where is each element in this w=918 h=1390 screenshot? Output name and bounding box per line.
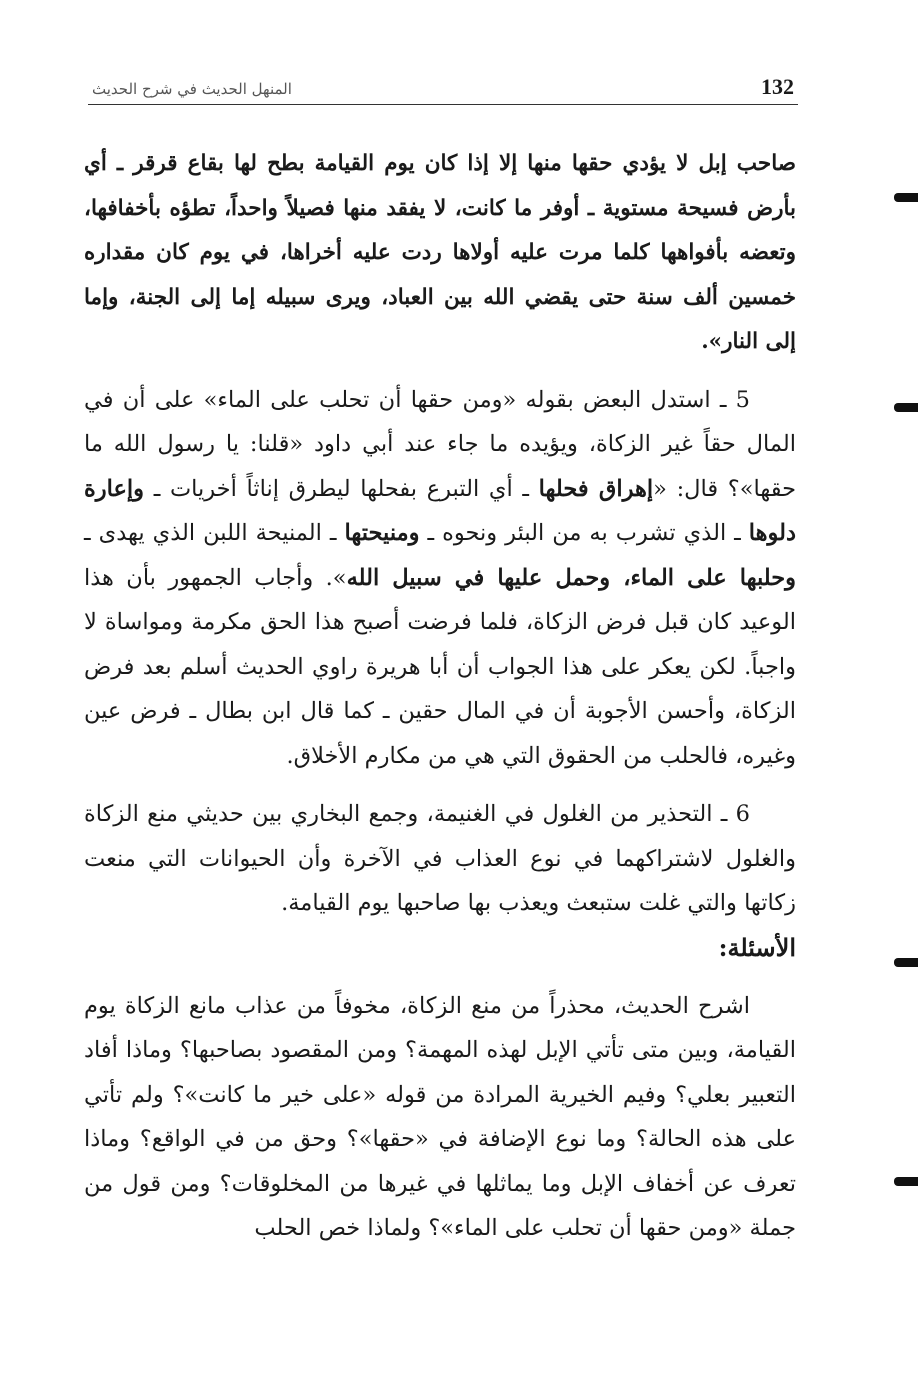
page-header bbox=[88, 70, 798, 105]
running-title: المنهل الحديث في شرح الحديث bbox=[92, 80, 292, 98]
scan-edge-mark bbox=[894, 193, 918, 202]
questions-paragraph: اشرح الحديث، محذراً من منع الزكاة، مخوفاً من عذاب مانع الزكاة يوم القيامة، وبين متى تأتي الإبل لهذه المهمة؟ ومن المقصود بصاحبها؟ وماذا أفاد التعبير بعلي؟ وفيم الخيرية المرادة من قوله «على خير ما كانت»؟ ولم تأتي على هذه الحالة؟ وما نوع الإضافة في «حقها»؟ وحق من في الواقع؟ وماذا تعرف عن أخفاف الإبل وما يماثلها في غيرها من المخلوقات؟ ومن قول من جملة «ومن حقها أن تحلب على الماء»؟ ولماذا خص الحلب bbox=[84, 992, 796, 1241]
questions-heading: الأسئلة: bbox=[718, 932, 796, 962]
page-body bbox=[84, 142, 796, 1251]
point-5-bold-phrase: وإعارة دلوها bbox=[84, 475, 797, 546]
point-5-bold-phrase: وحلبها على الماء، وحمل عليها في سبيل الله bbox=[346, 564, 797, 591]
scan-edge-mark bbox=[894, 958, 918, 967]
point-5-bold-phrase: إهراق فحلها bbox=[538, 475, 654, 502]
point-5-text: ـ الذي تشرب به من البئر ونحوه ـ bbox=[419, 520, 749, 546]
point-5-text: ـ أي التبرع بفحلها ليطرق إناثاً أخريات ـ bbox=[144, 475, 539, 502]
point-5-text: 5 ـ استدل البعض بقوله «ومن حقها أن تحلب على الماء» على أن في المال حقاً غير الزكاة، ويؤيده ما جاء عند أبي داود «قلنا: يا رسول الله ما حقها»؟ قال: « bbox=[84, 386, 796, 502]
point-5-bold-phrase: ومنيحتها bbox=[344, 520, 420, 546]
point-5-text: ». وأجاب الجمهور بأن هذا الوعيد كان قبل فرض الزكاة، فلما فرضت أصبح هذا الحق مكرمة ومواساة لا واجباً. لكن يعكر على هذا الجواب أن أبا هريرة راوي الحديث أسلم بعد فرض الزكاة، وأحسن الأجوبة أن في المال حقين ـ كما قال ابن بطال ـ فرض عين وغيره، فالحلب من الحقوق التي هي من مكارم الأخلاق. bbox=[84, 564, 796, 769]
scan-edge-mark bbox=[894, 1177, 918, 1186]
point-5-text: ـ المنيحة اللبن الذي يهدى ـ bbox=[84, 520, 345, 546]
hadith-continuation: صاحب إبل لا يؤدي حقها منها إلا إذا كان يوم القيامة بطح لها بقاع قرقر ـ أي بأرض فسيحة مستوية ـ أوفر ما كانت، لا يفقد منها فصيلاً واحداً، تطؤه بأخفافها، وتعضه بأفواهها كلما مرت عليه أولاها ردت عليه أخراها، في يوم كان مقداره خمسين ألف سنة حتى يقضي الله بين العباد، ويرى سبيله إما إلى الجنة، وإما إلى النار». bbox=[84, 151, 796, 354]
point-5-paragraph bbox=[84, 378, 796, 779]
scan-edge-mark bbox=[894, 403, 918, 412]
page-number: 132 bbox=[761, 74, 794, 99]
point-6-paragraph: 6 ـ التحذير من الغلول في الغنيمة، وجمع البخاري بين حديثي منع الزكاة والغلول لاشتراكهما في نوع العذاب في الآخرة وأن الحيوانات التي منعت زكاتها والتي غلت ستبعث ويعذب بها صاحبها يوم القيامة. bbox=[84, 801, 796, 916]
